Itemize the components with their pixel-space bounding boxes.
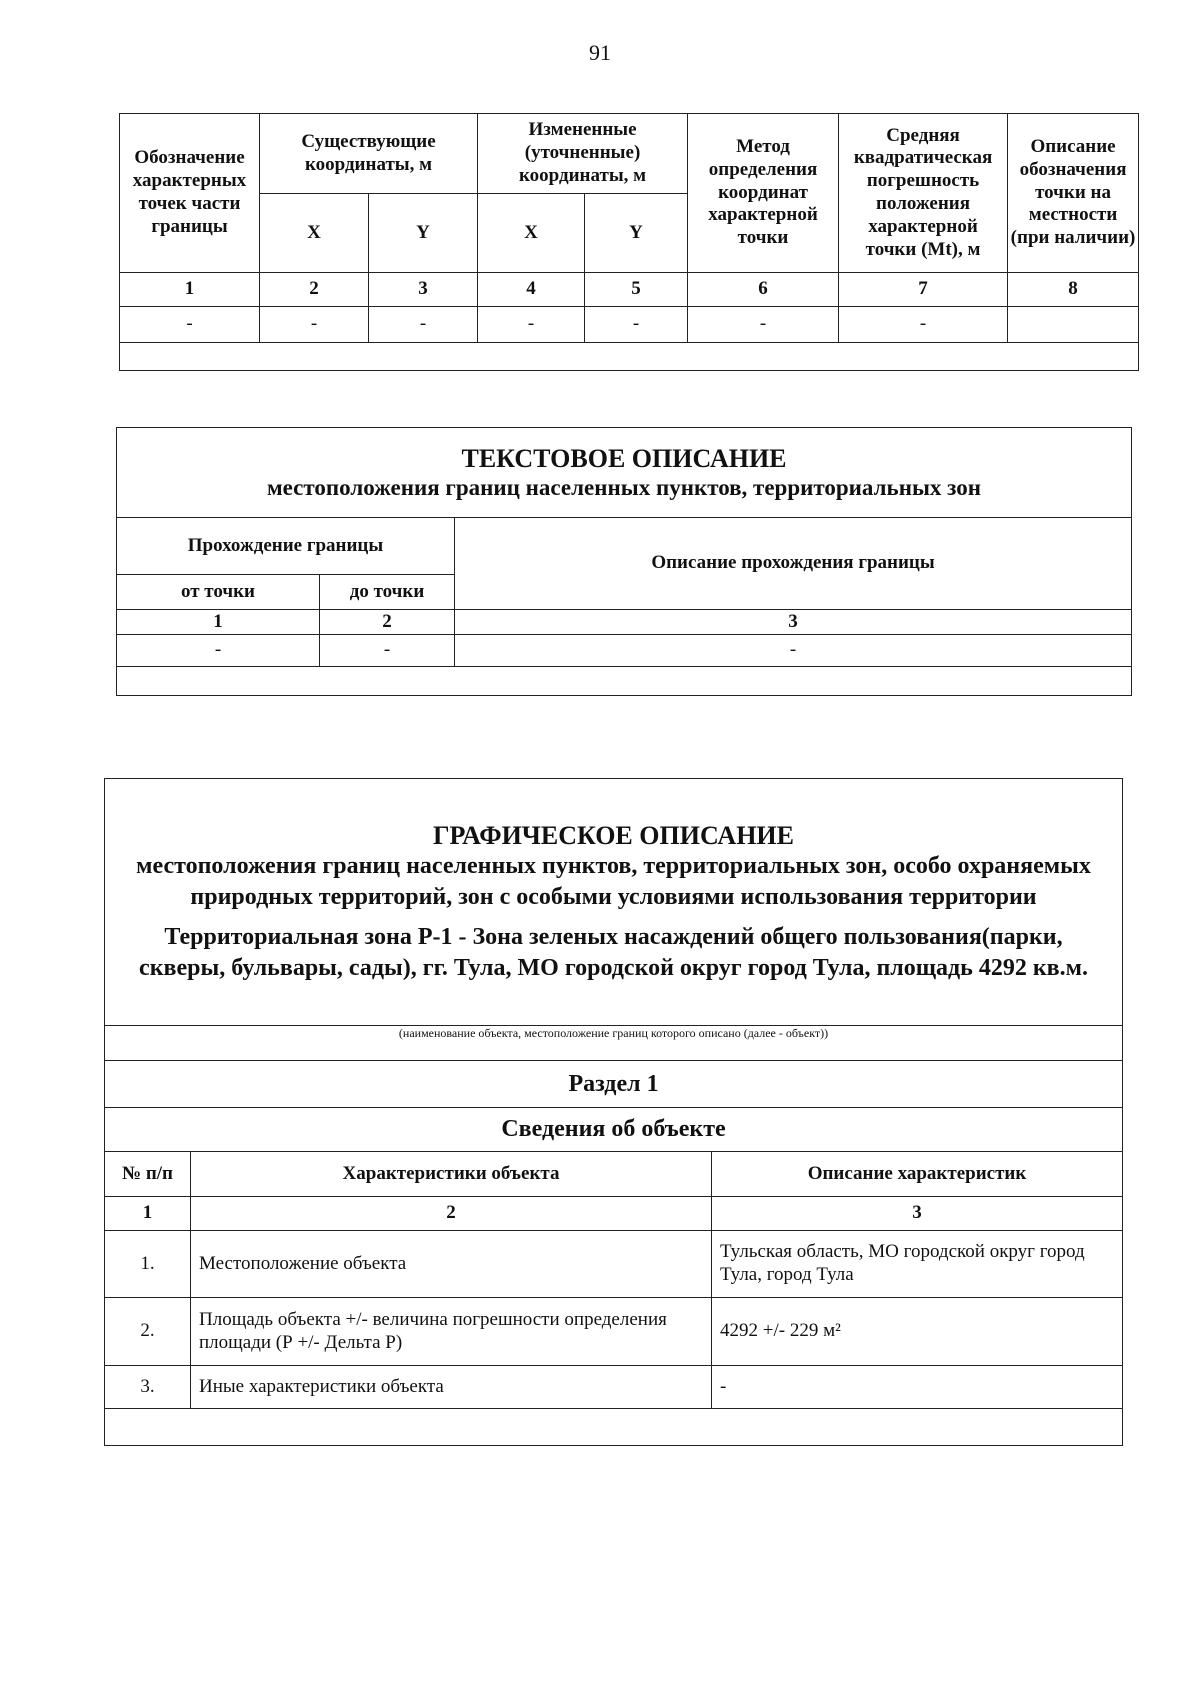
header-from-point: от точки bbox=[117, 575, 320, 610]
page-number: 91 bbox=[589, 40, 611, 65]
table-row bbox=[105, 1366, 1123, 1409]
header-y: Y bbox=[369, 194, 478, 273]
header-passage-description: Описание прохождения границы bbox=[455, 518, 1132, 610]
header-passage: Прохождение границы bbox=[117, 518, 455, 575]
section-subtitle: местоположения границ населенных пунктов, территориальных зон, особо охраняемых природных территорий, зон с особыми условиями использования территории bbox=[136, 853, 1091, 911]
col-num: 2 bbox=[260, 273, 369, 307]
header-to-point: до точки bbox=[320, 575, 455, 610]
col-num: 7 bbox=[839, 273, 1008, 307]
col-num: 1 bbox=[120, 273, 260, 307]
table-row bbox=[105, 1298, 1123, 1366]
header-y: Y bbox=[585, 194, 688, 273]
object-info-title: Сведения об объекте bbox=[105, 1108, 1123, 1152]
header-existing: Существующие координаты, м bbox=[260, 114, 478, 194]
col-num: 1 bbox=[117, 610, 320, 635]
table-cell: - bbox=[478, 307, 585, 343]
table-row bbox=[105, 1231, 1123, 1298]
col-num: 3 bbox=[369, 273, 478, 307]
row-description: 4292 +/- 229 м² bbox=[712, 1298, 1123, 1366]
object-note: (наименование объекта, местоположение границ которого описано (далее - объект)) bbox=[105, 1026, 1123, 1061]
col-num: 2 bbox=[320, 610, 455, 635]
col-num: 8 bbox=[1008, 273, 1139, 307]
section-subtitle: местоположения границ населенных пунктов, территориальных зон bbox=[267, 475, 982, 501]
header-description: Описание обозначения точки на местности (при наличии) bbox=[1008, 114, 1139, 273]
table-cell: - bbox=[320, 635, 455, 667]
table-cell: - bbox=[117, 635, 320, 667]
text-description-table bbox=[116, 427, 1132, 696]
table-cell: - bbox=[120, 307, 260, 343]
header-number: № п/п bbox=[105, 1152, 191, 1197]
col-num: 2 bbox=[191, 1197, 712, 1231]
table-cell: - bbox=[585, 307, 688, 343]
col-num: 3 bbox=[712, 1197, 1123, 1231]
row-number: 2. bbox=[105, 1298, 191, 1366]
row-description: Тульская область, МО городской округ город Тула, город Тула bbox=[712, 1231, 1123, 1298]
section-number: Раздел 1 bbox=[105, 1061, 1123, 1108]
header-changed: Измененные (уточненные) координаты, м bbox=[478, 114, 688, 194]
header-point: Обозначение характерных точек части границы bbox=[120, 114, 260, 273]
row-description: - bbox=[712, 1366, 1123, 1409]
empty-row bbox=[117, 667, 1132, 696]
col-num: 5 bbox=[585, 273, 688, 307]
row-characteristic: Площадь объекта +/- величина погрешности определения площади (Р +/- Дельта Р) bbox=[191, 1298, 712, 1366]
header-description: Описание характеристик bbox=[712, 1152, 1123, 1197]
section-title: ГРАФИЧЕСКОЕ ОПИСАНИЕ bbox=[433, 821, 794, 851]
header-x: X bbox=[478, 194, 585, 273]
table-cell: - bbox=[260, 307, 369, 343]
col-num: 3 bbox=[455, 610, 1132, 635]
header-error: Средняя квадратическая погрешность положения характерной точки (Mt), м bbox=[839, 114, 1008, 273]
object-name: Территориальная зона Р-1 - Зона зеленых насаждений общего пользования(парки, скверы, бульвары, сады), гг. Тула, МО городской округ город Тула, площадь 4292 кв.м. bbox=[139, 923, 1088, 981]
col-num: 4 bbox=[478, 273, 585, 307]
col-num: 6 bbox=[688, 273, 839, 307]
table-cell bbox=[1008, 307, 1139, 343]
row-number: 1. bbox=[105, 1231, 191, 1298]
table-cell: - bbox=[455, 635, 1132, 667]
row-characteristic: Местоположение объекта bbox=[191, 1231, 712, 1298]
table-cell: - bbox=[688, 307, 839, 343]
graphic-description-table bbox=[104, 778, 1123, 1446]
table-cell: - bbox=[369, 307, 478, 343]
row-number: 3. bbox=[105, 1366, 191, 1409]
empty-row bbox=[120, 343, 1139, 371]
header-characteristics: Характеристики объекта bbox=[191, 1152, 712, 1197]
empty-row bbox=[105, 1409, 1123, 1446]
coordinates-table bbox=[119, 113, 1139, 371]
header-x: X bbox=[260, 194, 369, 273]
col-num: 1 bbox=[105, 1197, 191, 1231]
header-method: Метод определения координат характерной точки bbox=[688, 114, 839, 273]
table-cell: - bbox=[839, 307, 1008, 343]
section-title: ТЕКСТОВОЕ ОПИСАНИЕ bbox=[461, 444, 787, 474]
row-characteristic: Иные характеристики объекта bbox=[191, 1366, 712, 1409]
